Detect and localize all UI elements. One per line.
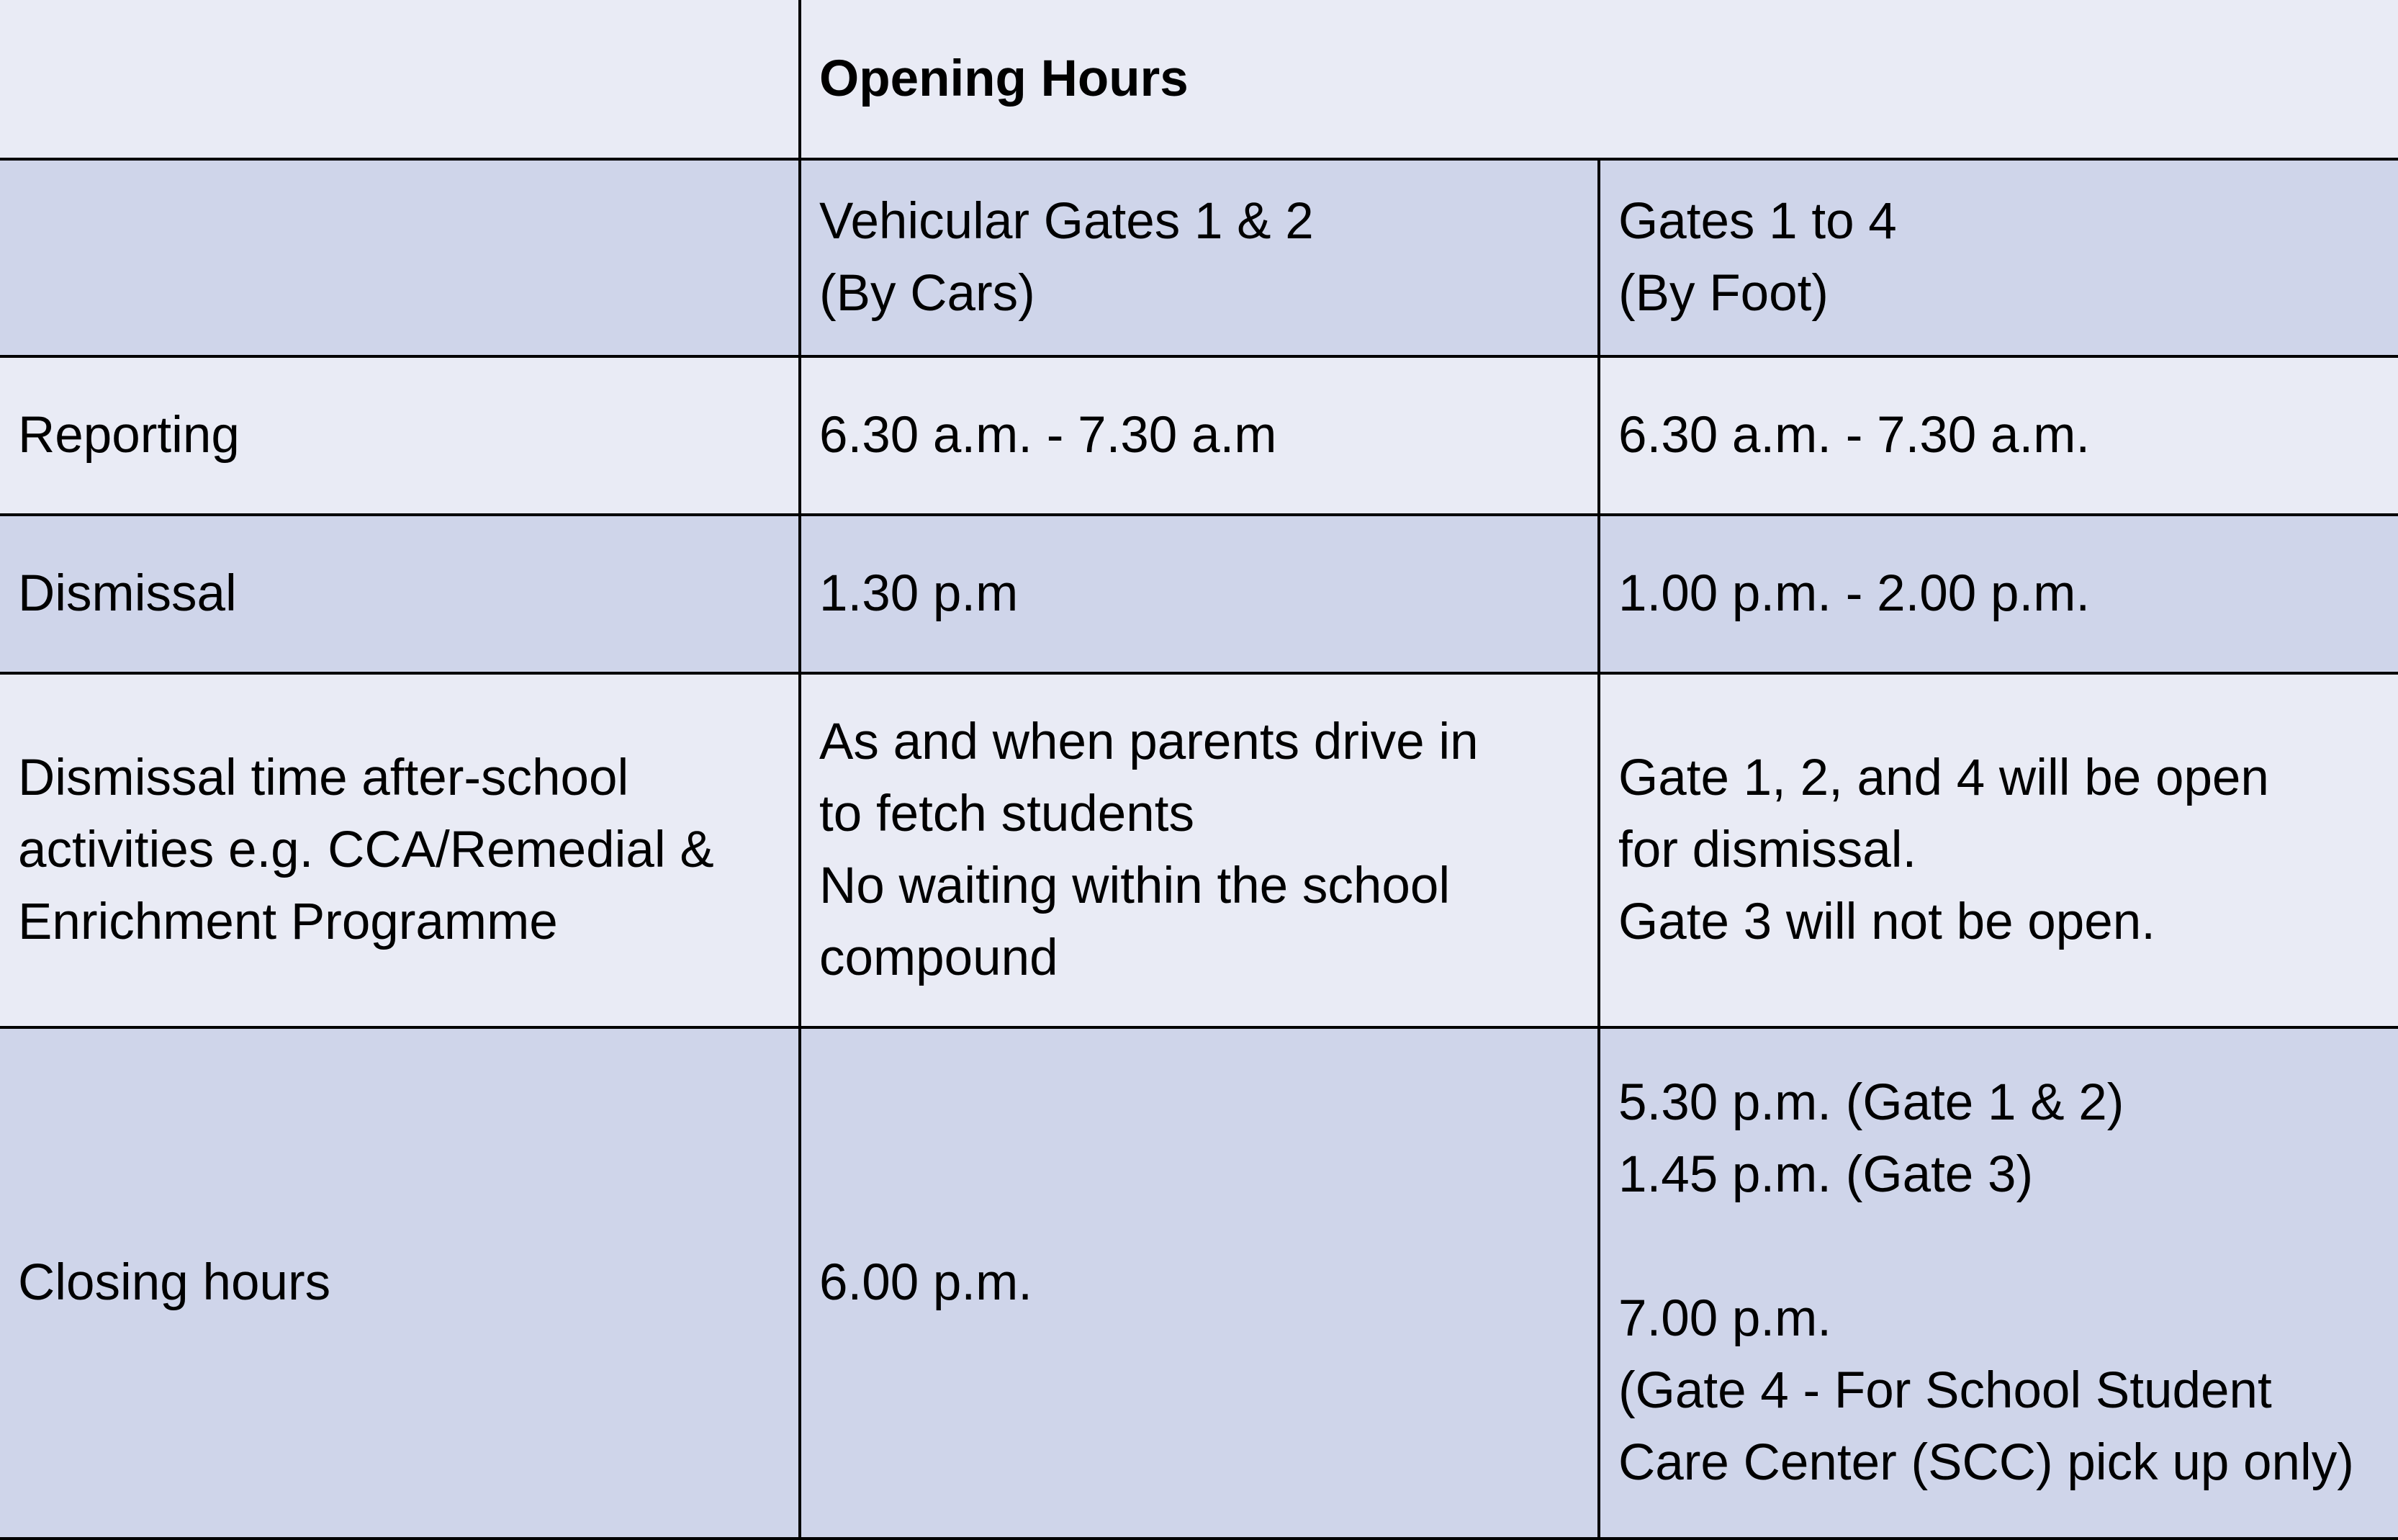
subheader-foot-line: Gates 1 to 4 [1618, 193, 1897, 250]
cell-foot [1599, 515, 2398, 673]
row-label-line: Dismissal [18, 565, 237, 622]
row-label [0, 356, 800, 515]
row-label [0, 515, 800, 673]
cell-foot-line: 5.30 p.m. (Gate 1 & 2) [1618, 1074, 2124, 1131]
cell-cars [800, 356, 1599, 515]
cell-foot [1599, 1027, 2398, 1539]
cell-cars-line: As and when parents drive in [819, 713, 1479, 770]
cell-cars [800, 673, 1599, 1027]
cell-foot-line: 1.00 p.m. - 2.00 p.m. [1618, 565, 2091, 622]
cell-cars-line: 1.30 p.m [819, 565, 1019, 622]
table-row-after-school [0, 673, 2398, 1027]
header-empty-cell [0, 0, 800, 159]
row-label-line: Enrichment Programme [18, 893, 558, 950]
cell-foot [1599, 356, 2398, 515]
cell-foot-line: Gate 3 will not be open. [1618, 893, 2155, 950]
cell-foot-line: 1.45 p.m. (Gate 3) [1618, 1146, 2034, 1203]
row-label [0, 673, 800, 1027]
cell-cars [800, 515, 1599, 673]
table-row-closing [0, 1027, 2398, 1539]
cell-foot-line: Gate 1, 2, and 4 will be open [1618, 749, 2269, 806]
cell-foot-line: Care Center (SCC) pick up only) [1618, 1434, 2354, 1491]
subheader-foot-line: (By Foot) [1618, 265, 1829, 322]
cell-foot [1599, 673, 2398, 1027]
row-label-line: Dismissal time after-school [18, 749, 629, 806]
table-header-row [0, 0, 2398, 159]
subheader-cars-line: (By Cars) [819, 265, 1035, 322]
cell-cars [800, 1027, 1599, 1539]
row-label-line: Closing hours [18, 1254, 331, 1311]
subheader-cars [800, 159, 1599, 356]
cell-cars-line: compound [819, 929, 1058, 986]
cell-foot-line: (Gate 4 - For School Student [1618, 1362, 2272, 1419]
row-label [0, 1027, 800, 1539]
blank-line [1618, 1211, 2398, 1283]
table-subheader-row [0, 159, 2398, 356]
subheader-cars-line: Vehicular Gates 1 & 2 [819, 193, 1314, 250]
subheader-foot [1599, 159, 2398, 356]
cell-cars-line: 6.00 p.m. [819, 1254, 1032, 1311]
cell-cars-line: to fetch students [819, 785, 1194, 842]
cell-cars-line: 6.30 a.m. - 7.30 a.m [819, 407, 1277, 464]
row-label-line: Reporting [18, 407, 240, 464]
cell-cars-line: No waiting within the school [819, 857, 1451, 914]
subheader-empty-cell [0, 159, 800, 356]
row-label-line: activities e.g. CCA/Remedial & [18, 821, 714, 878]
table-row-reporting [0, 356, 2398, 515]
cell-foot-line: for dismissal. [1618, 821, 1917, 878]
table-title: Opening Hours [800, 0, 2398, 159]
table-row-dismissal [0, 515, 2398, 673]
cell-foot-line: 6.30 a.m. - 7.30 a.m. [1618, 407, 2091, 464]
cell-foot-line: 7.00 p.m. [1618, 1290, 1831, 1347]
